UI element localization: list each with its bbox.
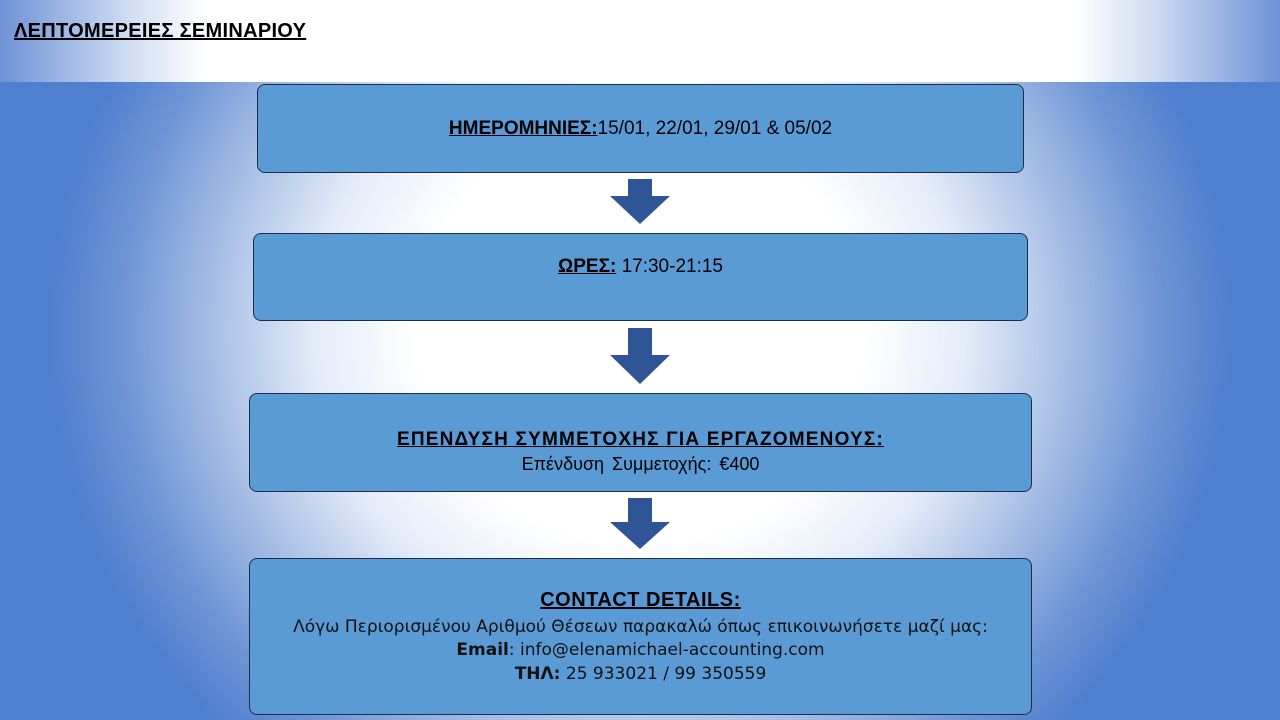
contact-heading: CONTACT DETAILS: [540,589,741,611]
contact-phone-line [250,664,1031,684]
down-arrow-icon [609,498,671,550]
contact-email-line: Email: info@elenamichael-accounting.com [456,640,825,660]
fee-label: ΕΠΕΝΔΥΣΗ ΣΥΜΜΕΤΟΧΗΣ ΓΙΑ ΕΡΓΑΖΟΜΕΝΟΥΣ: [396,429,885,450]
dates-line [258,118,1023,140]
phone-value: 25 933021 / 99 350559 [565,664,767,684]
fee-box [249,393,1032,492]
down-arrow-icon [609,328,671,385]
contact-box [249,558,1032,715]
hours-box [253,233,1028,321]
email-value: info@elenamichael-accounting.com [520,640,825,660]
hours-line [254,256,1027,278]
phone-label: ΤΗΛ: [514,664,561,684]
down-arrow-icon [609,179,671,225]
contact-note: Λόγω Περιορισμένου Αριθμού Θέσεων παρακαλώ όπως επικοινωνήσετε μαζί μας: [293,617,988,637]
dates-box [257,84,1024,173]
page-title: ΛΕΠΤΟΜΕΡΕΙΕΣ ΣΕΜΙΝΑΡΙΟΥ [14,20,307,42]
hours-value: 17:30-21:15 [621,256,723,277]
email-label: Email [456,640,509,660]
fee-line: Επένδυση Συμμετοχής: €400 [521,454,760,474]
dates-value: 15/01, 22/01, 29/01 & 05/02 [597,118,833,139]
dates-label: ΗΜΕΡΟΜΗΝΙΕΣ: [448,118,598,139]
hours-label: ΩΡΕΣ: [557,256,617,277]
